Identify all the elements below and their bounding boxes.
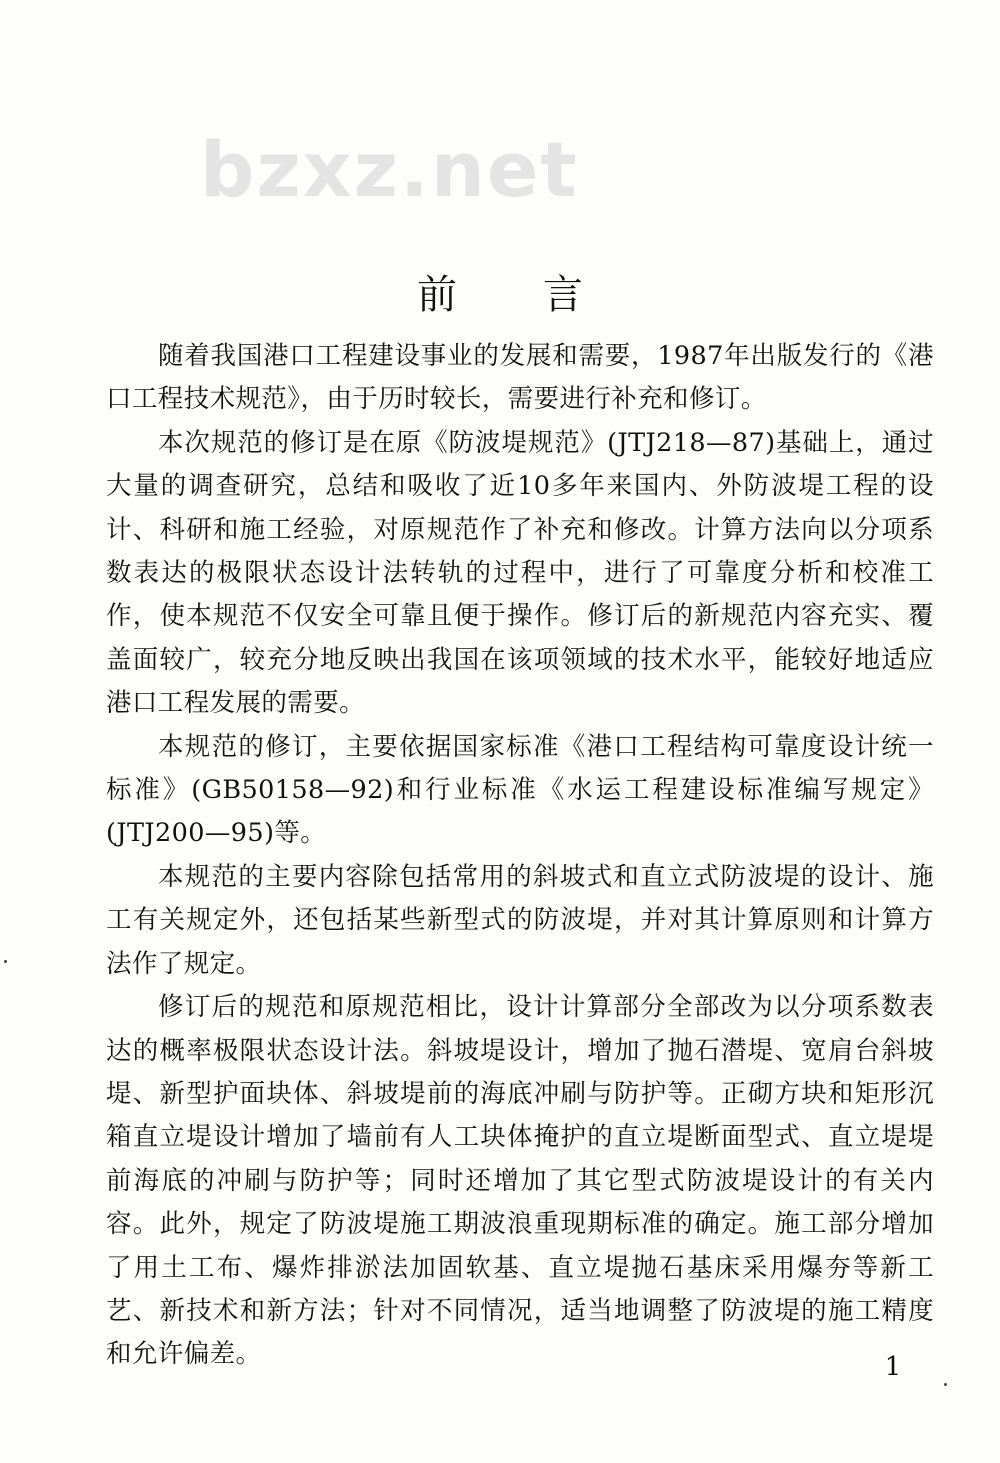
scan-speck bbox=[944, 1383, 947, 1386]
page-title: 前言 bbox=[417, 271, 669, 318]
preface-body bbox=[106, 335, 934, 1377]
scan-speck bbox=[4, 960, 7, 963]
paragraph-4: 本规范的主要内容除包括常用的斜坡式和直立式防波堤的设计、施工有关规定外，还包括某些新型式的防波堤，并对其计算原则和计算方法作了规定。 bbox=[106, 861, 934, 979]
watermark-text: bzxz.net bbox=[200, 125, 579, 214]
paragraph-2: 本次规范的修订是在原《防波堤规范》(JTJ218—87)基础上，通过大量的调查研究，总结和吸收了近10多年来国内、外防波堤工程的设计、科研和施工经验，对原规范作了补充和修改。计算方法向以分项系数表达的极限状态设计法转轨的过程中，进行了可靠度分析和校准工作，使本规范不仅安全可靠且便于操作。修订后的新规范内容充实、覆盖面较广，较充分地反映出我国在该项领域的技术水平，能较好地适应港口工程发展的需要。 bbox=[106, 427, 934, 719]
paragraph-1: 随着我国港口工程建设事业的发展和需要，1987年出版发行的《港口工程技术规范》，由于历时较长，需要进行补充和修订。 bbox=[106, 341, 934, 415]
paragraph-5: 修订后的规范和原规范相比，设计计算部分全部改为以分项系数表达的概率极限状态设计法。斜坡堤设计，增加了抛石潜堤、宽肩台斜坡堤、新型护面块体、斜坡堤前的海底冲刷与防护等。正砌方块和矩形沉箱直立堤设计增加了墙前有人工块体掩护的直立堤断面型式、直立堤堤前海底的冲刷与防护等；同时还增加了其它型式防波堤设计的有关内容。此外，规定了防波堤施工期波浪重现期标准的确定。施工部分增加了用土工布、爆炸排淤法加固软基、直立堤抛石基床采用爆夯等新工艺、新技术和新方法；针对不同情况，适当地调整了防波堤的施工精度和允许偏差。 bbox=[106, 992, 934, 1370]
paragraph-3: 本规范的修订，主要依据国家标准《港口工程结构可靠度设计统一标准》(GB50158—92)和行业标准《水运工程建设标准编写规定》(JTJ200—95)等。 bbox=[106, 731, 934, 849]
page-number: 1 bbox=[884, 1352, 902, 1382]
